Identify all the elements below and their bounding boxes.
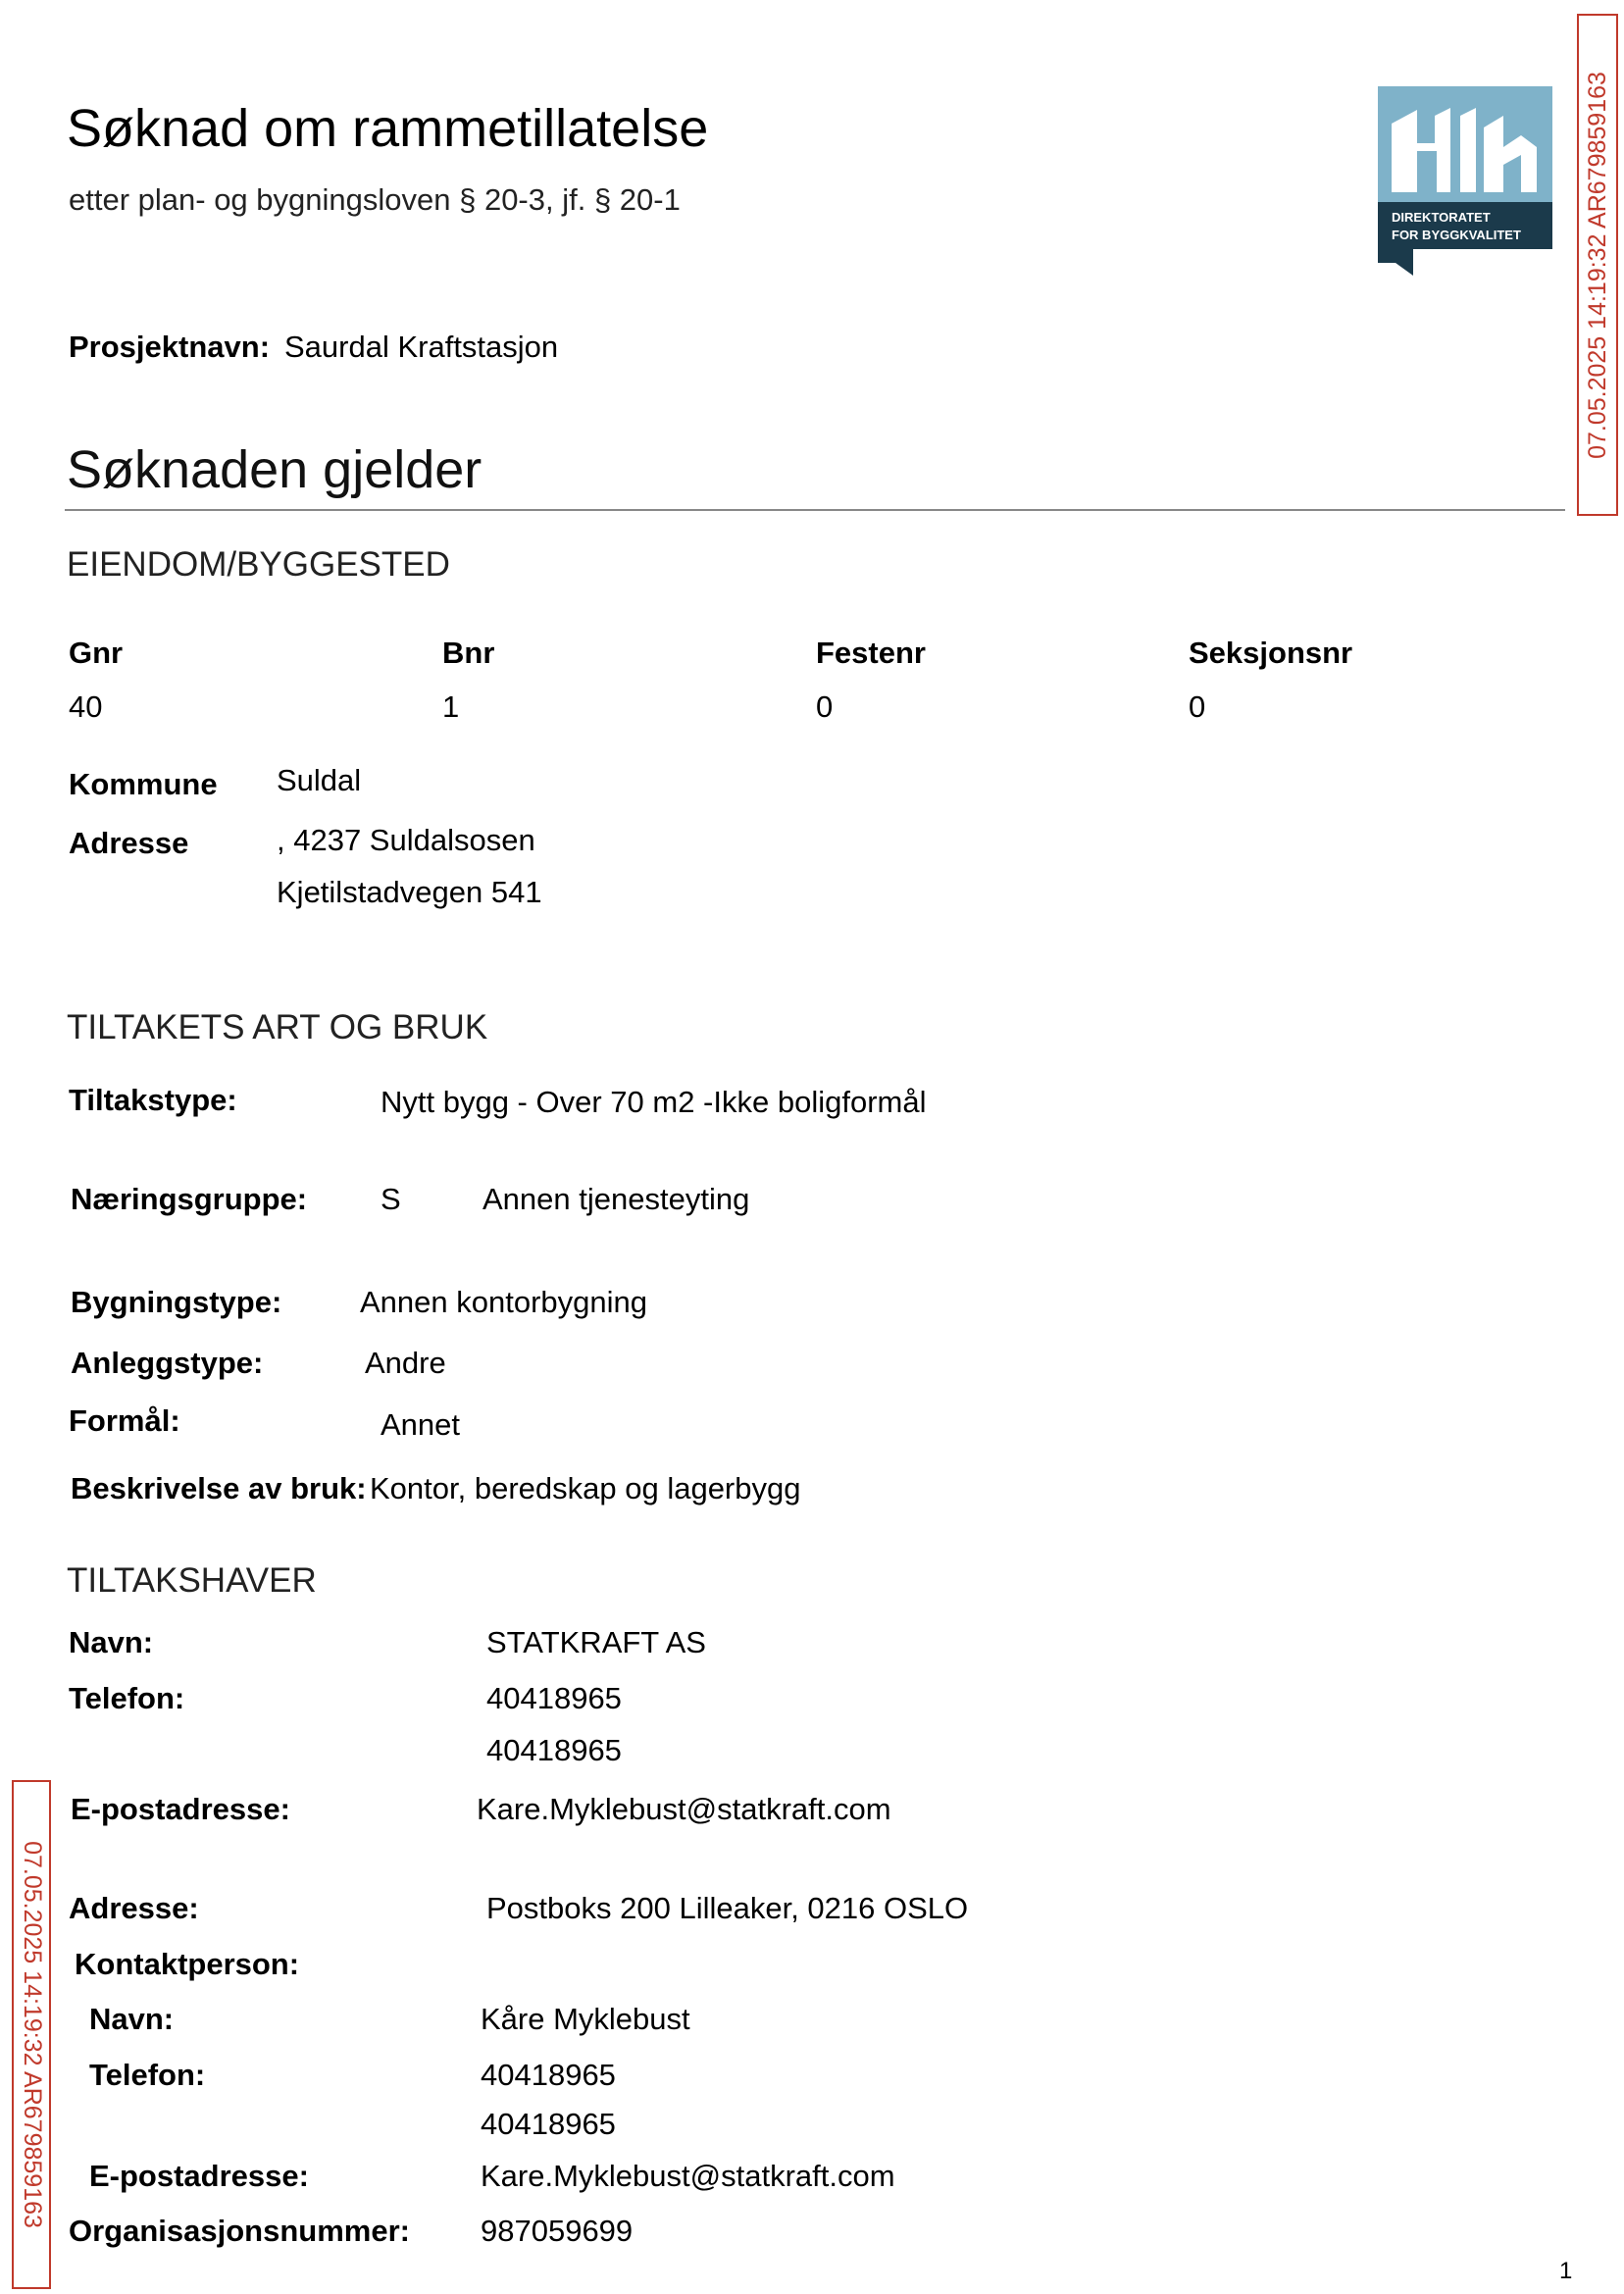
beskrivelse-label: Beskrivelse av bruk: [71, 1471, 367, 1505]
adresse-line1: , 4237 Suldalsosen [277, 823, 535, 857]
tiltakstype-label: Tiltakstype: [69, 1083, 237, 1117]
beskrivelse-value: Kontor, beredskap og lagerbygg [370, 1471, 801, 1505]
anleggstype-label: Anleggstype: [71, 1346, 264, 1380]
gnr-value: 40 [69, 689, 103, 724]
tiltakshaver-adresse-label: Adresse: [69, 1891, 199, 1925]
dibk-logo [1378, 86, 1552, 276]
timestamp-stamp-side [12, 1780, 51, 2289]
timestamp-stamp-top-text: 07.05.2025 14:19:32 AR679859163 [1583, 71, 1611, 459]
kontakt-telefon-value-1: 40418965 [481, 2058, 616, 2092]
logo-text-line1: DIREKTORATET [1392, 210, 1491, 225]
kontakt-epost-value: Kare.Myklebust@statkraft.com [481, 2159, 895, 2193]
bnr-value: 1 [442, 689, 460, 724]
kontakt-navn-value: Kåre Myklebust [481, 2002, 690, 2036]
tiltak-heading: TILTAKETS ART OG BRUK [67, 1008, 488, 1046]
project-name-label: Prosjektnavn: [69, 330, 271, 364]
organisasjonsnummer-value: 987059699 [481, 2214, 634, 2248]
kommune-value: Suldal [277, 763, 362, 797]
project-name-value: Saurdal Kraftstasjon [284, 330, 559, 364]
kommune-label: Kommune [69, 767, 218, 801]
page-number: 1 [1559, 2258, 1573, 2284]
seksjonsnr-label: Seksjonsnr [1189, 636, 1353, 670]
tiltakshaver-navn-label: Navn: [69, 1625, 154, 1659]
bnr-label: Bnr [442, 636, 495, 670]
seksjonsnr-value: 0 [1189, 689, 1206, 724]
tiltakshaver-epost-value: Kare.Myklebust@statkraft.com [477, 1792, 891, 1826]
tiltakstype-value: Nytt bygg - Over 70 m2 -Ikke boligformål [381, 1085, 927, 1119]
bygningstype-value: Annen kontorbygning [360, 1285, 648, 1319]
bygningstype-label: Bygningstype: [71, 1285, 282, 1319]
section-divider [65, 509, 1565, 511]
kontakt-telefon-value-2: 40418965 [481, 2107, 616, 2141]
tiltakshaver-telefon-label: Telefon: [69, 1681, 185, 1715]
eiendom-heading: EIENDOM/BYGGESTED [67, 545, 450, 584]
tiltakshaver-telefon-value-1: 40418965 [486, 1681, 622, 1715]
formal-value: Annet [381, 1407, 461, 1442]
section-title: Søknaden gjelder [67, 440, 482, 499]
adresse-line2: Kjetilstadvegen 541 [277, 875, 542, 909]
festenr-label: Festenr [816, 636, 926, 670]
tiltakshaver-heading: TILTAKSHAVER [67, 1561, 317, 1600]
naeringsgruppe-value: Annen tjenesteyting [482, 1182, 750, 1216]
timestamp-stamp-side-text: 07.05.2025 14:19:32 AR679859163 [18, 1841, 46, 2228]
logo-text-line2: FOR BYGGKVALITET [1392, 228, 1521, 242]
tiltakshaver-epost-label: E-postadresse: [71, 1792, 290, 1826]
formal-label: Formål: [69, 1403, 180, 1438]
organisasjonsnummer-label: Organisasjonsnummer: [69, 2214, 410, 2248]
tiltakshaver-navn-value: STATKRAFT AS [486, 1625, 706, 1659]
timestamp-stamp-top [1577, 14, 1618, 516]
kontakt-navn-label: Navn: [89, 2002, 175, 2036]
tiltakshaver-telefon-value-2: 40418965 [486, 1733, 622, 1767]
kontakt-epost-label: E-postadresse: [89, 2159, 309, 2193]
naeringsgruppe-label: Næringsgruppe: [71, 1182, 308, 1216]
document-title: Søknad om rammetillatelse [67, 99, 709, 158]
festenr-value: 0 [816, 689, 834, 724]
gnr-label: Gnr [69, 636, 124, 670]
anleggstype-value: Andre [365, 1346, 446, 1380]
naeringsgruppe-code: S [381, 1182, 401, 1216]
kontaktperson-label: Kontaktperson: [75, 1947, 300, 1981]
tiltakshaver-adresse-value: Postboks 200 Lilleaker, 0216 OSLO [486, 1891, 969, 1925]
document-subtitle: etter plan- og bygningsloven § 20-3, jf. § 20-1 [69, 182, 681, 217]
adresse-label: Adresse [69, 826, 189, 860]
kontakt-telefon-label: Telefon: [89, 2058, 206, 2092]
